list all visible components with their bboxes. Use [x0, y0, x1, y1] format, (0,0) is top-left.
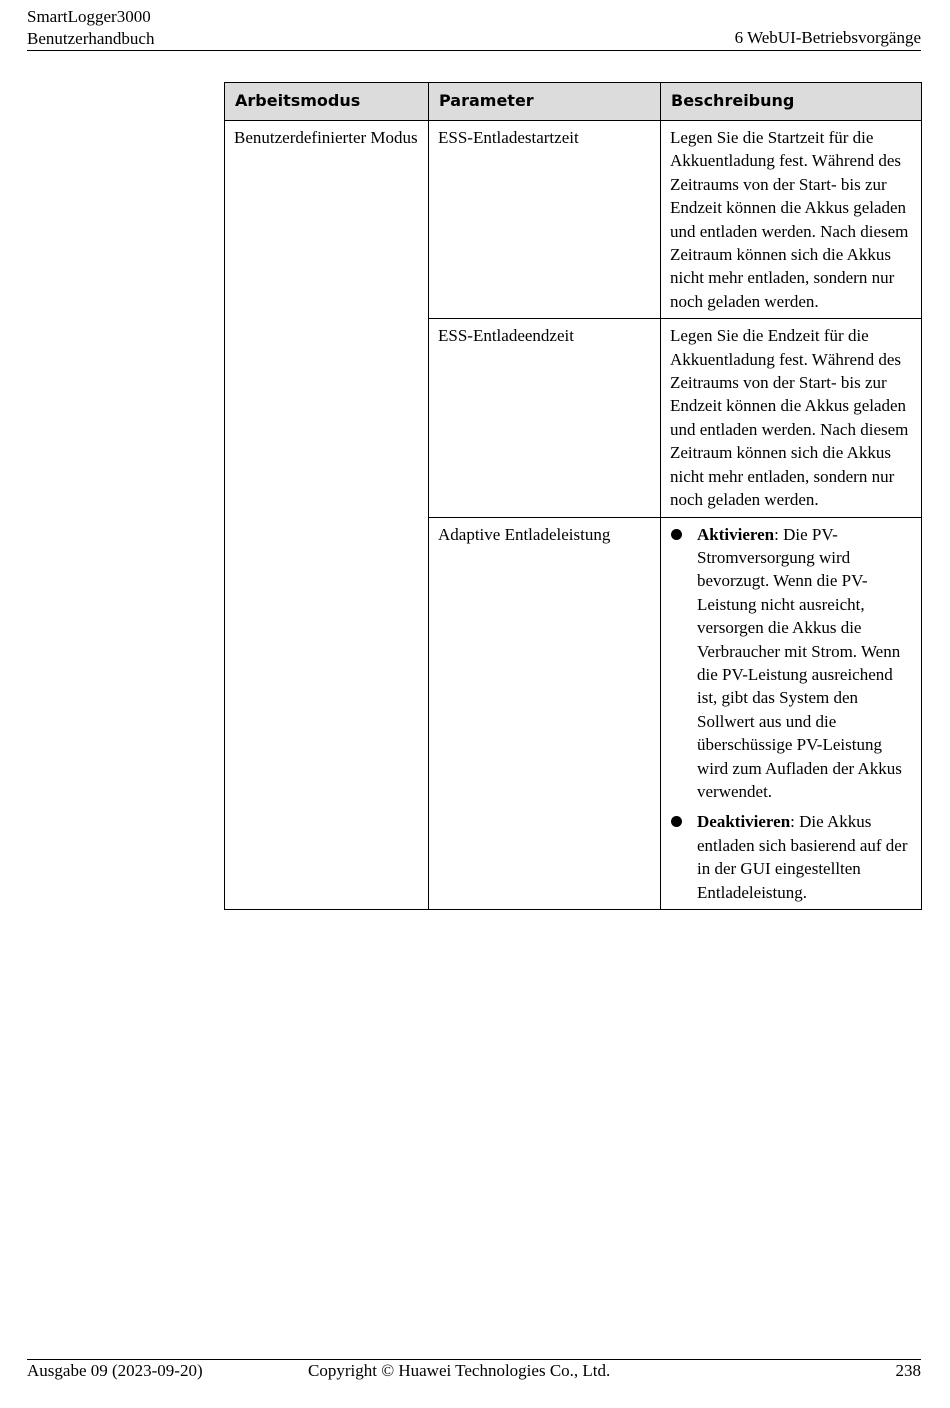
page-number: 238 — [895, 1361, 921, 1380]
parameter-table — [224, 82, 922, 910]
copyright-notice: Copyright © Huawei Technologies Co., Ltd. — [308, 1361, 611, 1380]
option-term: Deaktivieren — [697, 812, 791, 832]
list-item — [670, 523, 915, 804]
parameter-cell: ESS-Entladeendzeit — [429, 319, 661, 517]
option-text: : Die Akkus entladen sich basierend auf der in der GUI eingestellten Entladeleistung. — [697, 812, 908, 902]
header-divider — [27, 50, 921, 51]
chapter-title: 6 WebUI-Betriebsvorgänge — [734, 28, 921, 47]
option-list — [670, 523, 915, 905]
description-cell — [661, 517, 922, 910]
column-header-description: Beschreibung — [661, 83, 922, 121]
list-item — [670, 810, 915, 904]
manual-title: Benutzerhandbuch — [27, 29, 155, 48]
edition-info: Ausgabe 09 (2023-09-20) — [27, 1361, 203, 1380]
description-cell: Legen Sie die Startzeit für die Akkuentladung fest. Während des Zeitraums von der Start- bis zur Endzeit können die Akkus geladen und entladen werden. Nach diesem Zeitraum können sich die Akkus nicht mehr entladen, sondern nur noch geladen werden. — [661, 121, 922, 319]
mode-cell: Benutzerdefinierter Modus — [225, 121, 429, 910]
column-header-mode: Arbeitsmodus — [225, 83, 429, 121]
table-header-row — [225, 83, 922, 121]
running-header-left — [27, 6, 154, 50]
parameter-cell: ESS-Entladestartzeit — [429, 121, 661, 319]
option-text: : Die PV-Stromversorgung wird bevorzugt. Wenn die PV-Leistung nicht ausreicht, versorgen die Akkus die Verbraucher mit Strom. Wenn die PV-Leistung ausreichend ist, gibt das System den Sollwert aus und die überschüssige PV-Leistung wird zum Aufladen der Akkus verwendet. — [697, 524, 902, 801]
product-name: SmartLogger3000 — [27, 7, 151, 26]
bullet-icon — [671, 529, 682, 540]
option-term: Aktivieren — [697, 524, 775, 544]
table-row — [225, 121, 922, 319]
bullet-icon — [671, 816, 682, 827]
description-cell: Legen Sie die Endzeit für die Akkuentladung fest. Während des Zeitraums von der Start- bis zur Endzeit können die Akkus geladen und entladen werden. Nach diesem Zeitraum können sich die Akkus nicht mehr entladen, sondern nur noch geladen werden. — [661, 319, 922, 517]
column-header-parameter: Parameter — [429, 83, 661, 121]
parameter-cell: Adaptive Entladeleistung — [429, 517, 661, 910]
